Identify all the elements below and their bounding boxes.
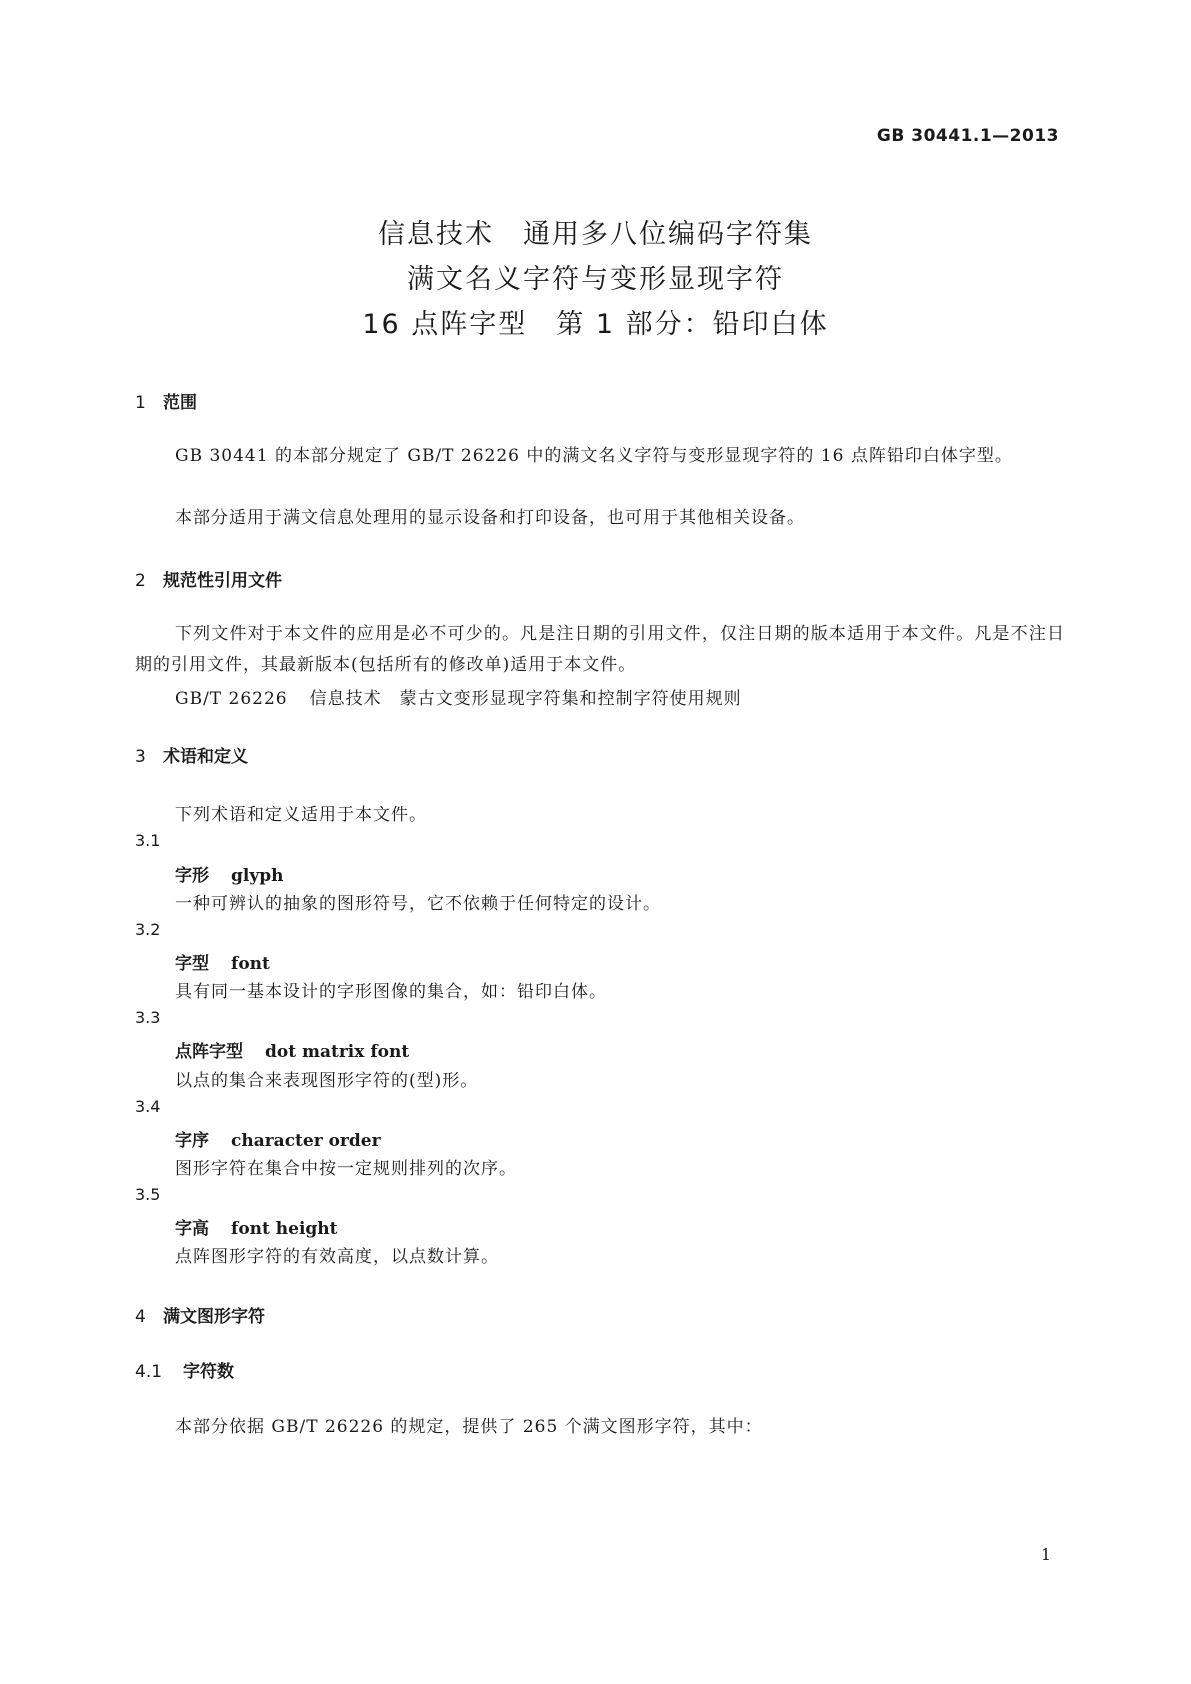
term-en: font height bbox=[231, 1219, 338, 1239]
term-heading bbox=[175, 1037, 409, 1062]
term-en: font bbox=[231, 954, 270, 974]
section-2-heading bbox=[135, 566, 282, 591]
page-number: 1 bbox=[1040, 1545, 1051, 1564]
term-number: 3.4 bbox=[135, 1097, 161, 1116]
term-definition: 点阵图形字符的有效高度，以点数计算。 bbox=[175, 1247, 499, 1267]
section-4-paragraph-1: 本部分依据 GB/T 26226 的规定，提供了 265 个满文图形字符，其中： bbox=[175, 1417, 763, 1437]
term-zh: 字形 bbox=[175, 866, 209, 886]
term-zh: 字高 bbox=[175, 1219, 209, 1239]
normative-reference bbox=[175, 684, 742, 709]
section-title: 范围 bbox=[163, 393, 197, 413]
section-1-heading bbox=[135, 388, 197, 413]
term-heading bbox=[175, 949, 270, 974]
term-definition: 图形字符在集合中按一定规则排列的次序。 bbox=[175, 1159, 517, 1179]
term-number: 3.3 bbox=[135, 1008, 161, 1027]
subsection-title: 字符数 bbox=[183, 1362, 234, 1382]
term-definition: 一种可辨认的抽象的图形符号，它不依赖于任何特定的设计。 bbox=[175, 894, 661, 914]
term-zh: 字序 bbox=[175, 1131, 209, 1151]
subsection-4-1-heading bbox=[135, 1357, 234, 1382]
section-title: 术语和定义 bbox=[163, 747, 248, 767]
term-en: character order bbox=[231, 1131, 381, 1151]
term-en: dot matrix font bbox=[265, 1042, 410, 1062]
section-3-intro: 下列术语和定义适用于本文件。 bbox=[175, 805, 427, 825]
section-title: 规范性引用文件 bbox=[163, 571, 282, 591]
subsection-number: 4.1 bbox=[135, 1362, 163, 1382]
term-zh: 点阵字型 bbox=[175, 1042, 243, 1062]
term-heading bbox=[175, 1126, 381, 1151]
term-number: 3.2 bbox=[135, 920, 161, 939]
term-en: glyph bbox=[231, 866, 284, 886]
term-zh: 字型 bbox=[175, 954, 209, 974]
section-number: 1 bbox=[135, 393, 146, 413]
title-line-3: 16 点阵字型 第 1 部分：铅印白体 bbox=[362, 309, 829, 340]
section-4-heading bbox=[135, 1302, 265, 1327]
section-title: 满文图形字符 bbox=[163, 1307, 265, 1327]
section-1-paragraph-1: GB 30441 的本部分规定了 GB/T 26226 中的满文名义字符与变形显现字符的 16 点阵铅印白体字型。 bbox=[175, 446, 1013, 466]
document-title bbox=[0, 212, 1191, 347]
reference-code: GB/T 26226 bbox=[175, 689, 288, 709]
term-definition: 以点的集合来表现图形字符的(型)形。 bbox=[175, 1071, 479, 1091]
term-definition: 具有同一基本设计的字形图像的集合，如：铅印白体。 bbox=[175, 982, 607, 1002]
section-number: 2 bbox=[135, 571, 146, 591]
title-line-1: 信息技术 通用多八位编码字符集 bbox=[378, 219, 813, 250]
section-1-paragraph-2: 本部分适用于满文信息处理用的显示设备和打印设备，也可用于其他相关设备。 bbox=[175, 508, 805, 528]
section-number: 4 bbox=[135, 1307, 146, 1327]
standard-code: GB 30441.1—2013 bbox=[876, 126, 1059, 146]
term-number: 3.5 bbox=[135, 1185, 161, 1204]
section-2-paragraph-1: 下列文件对于本文件的应用是必不可少的。凡是注日期的引用文件，仅注日期的版本适用于本文件。凡是不注日期的引用文件，其最新版本(包括所有的修改单)适用于本文件。 bbox=[135, 624, 1065, 675]
term-number: 3.1 bbox=[135, 831, 161, 850]
section-number: 3 bbox=[135, 747, 146, 767]
reference-title: 信息技术 蒙古文变形显现字符集和控制字符使用规则 bbox=[309, 689, 742, 709]
section-3-heading bbox=[135, 742, 248, 767]
term-heading bbox=[175, 861, 283, 886]
title-line-2: 满文名义字符与变形显现字符 bbox=[407, 264, 784, 295]
term-heading bbox=[175, 1214, 338, 1239]
